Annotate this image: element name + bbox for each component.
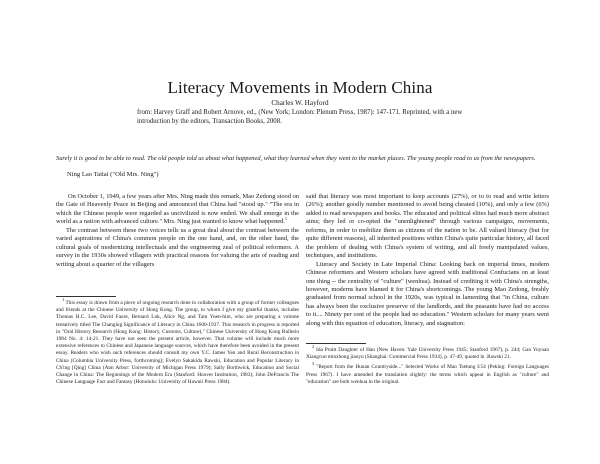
left-column (56, 193, 299, 269)
paper-author: Charles W. Hayford (271, 99, 329, 107)
paper-title: Literacy Movements in Modern China (167, 78, 433, 97)
right-footnotes (306, 344, 549, 389)
right-column (306, 193, 549, 328)
body-paragraph: Literacy and Society in Late Imperial China: Looking back on imperial times, modern Chinese reformers and Western scholars have agreed with traditional Confucians on at least one thing -- the centrality of "culture" (wenhua). Instead of crediting it with China's strengths, however, moderns have blamed it for China's shortcomings. The young Mao Zedong, freshly graduated from normal school in the 1920s, was typical in lamenting that "in China, culture has always been the exclusive preserve of the landlords, and the peasants have had no access to it.... Ninety per cent of the people had no education." Western scholars for many years went along with this equation of education, literacy, and stagnation: (306, 260, 549, 327)
footnote: $^1$ This essay is drawn from a piece of ongoing research done in collaboration with a group of former colleagues and friends at the Chinese University of Hong Kong. The group, to whom I give my grateful thanks, includes Thomas H.C. Lee, David Faure, Bernard Luk, Alice Ng, and Tam Yuen-him, who are preparing a volume tentatively titled The Changing Significance of Literacy in China 1600-1937. This research in progress is reported in "Oral History Research (Hong Kong: History, Customs, Culture)," Chinese University of Hong Kong Bulletin 1984 No. 4: 14-21. They have not seen the present article, however. That volume will include much more extensive references to Chinese and Japanese language sources, which have therefore been avoided in the present essay. Readers who wish such references should consult my own Y.C. James Yen and Rural Reconstruction in China (Columbia University Press, forthcoming); Evelyn Sakakida Rawski, Education and Popular Literacy in Ch'ing [Qing] China (Ann Arbor: University of Michigan Press 1979); Sally Borthwick, Education and Social Change in China: The Beginnings of the Modern Era (Stanford: Hoover Institution, 1983); John DeFrancis The Chinese Language Fact and Fantasy (Honolulu: University of Hawaii Press 1984). (56, 297, 299, 386)
footnote: $^2$ Ida Pruitt Daughter of Han (New Haven: Yale University Press 1945; Stanford 1967), p. 244; Gan Yuyuan Xiangcun minzhong jiaoyu (Shanghai: Commercial Press 1934), p. 47-49, quoted in .Rawski 21. (306, 344, 549, 361)
body-paragraph: On October 1, 1949, a few years after Mrs. Ning made this remark, Mao Zedong stood on the Gate of Heavenly Peace in Beijing and announced that China had "stood up." "The era in which the Chinese people were regarded as uncivilized is now ended. We shall emerge in the world as a nation with advanced culture." Mrs. Ning just wanted to know what happened.$^1$ (56, 193, 299, 226)
source-citation: from: Harvey Graff and Robert Arnove, ed., (New York; London: Plenum Press, 1987): 147-171. Reprinted, with a new introduction by the editors, Transaction Books, 2008. (137, 109, 463, 125)
epigraph-attribution: Ning Lao Taitai ("Old Mrs. Ning") (67, 171, 159, 178)
footnote-rule (306, 343, 366, 344)
epigraph-quote: Surely it is good to be able to read. The old people told us about what happened, what they learned when they went to the market places. The young people read to us from the newspapers. (56, 155, 536, 162)
body-paragraph: The contrast between these two voices tells us a great deal about the contrast between the varied aspirations of China's common people on the one hand, and, on the other hand, the cultural goals of modernizing intellectuals and the engineering zeal of political reformers. A survey in the 1930s showed villagers with practical reasons for valuing the arts of reading and writing about a quarter of the villagers (56, 226, 299, 268)
body-paragraph: said that literacy was most important to keep accounts (27%), or to to read and write letters (26%); another goodly number mentioned to avoid being cheated (10%), and only a few (6%) added to read newspapers and books. The educated and political elites had much more abstract aims; they led or co-opted the "unenlightened" through various campaigns, movements, reforms, in order to mobilize them as citizens of the nation to be. All valued literacy (but for quite different reasons), all inherited positions within China's quite particular history, all faced the problem of dealing with China's system of writing, and all freely manipulated values, techniques, and institutions. (306, 193, 549, 260)
footnote: $^3$ "Report from the Hunan Countryside..." Selected Works of Mao Tsetung I:54 (Peking: Foreign Languages Press 1967). I have amended the translation slightly: the terms which appear in English as "culture" and "education" are both wenhua in the original. (306, 361, 549, 385)
footnote-mark: 1 (284, 216, 288, 222)
footnote-rule (56, 296, 116, 297)
left-footnotes (56, 297, 299, 389)
